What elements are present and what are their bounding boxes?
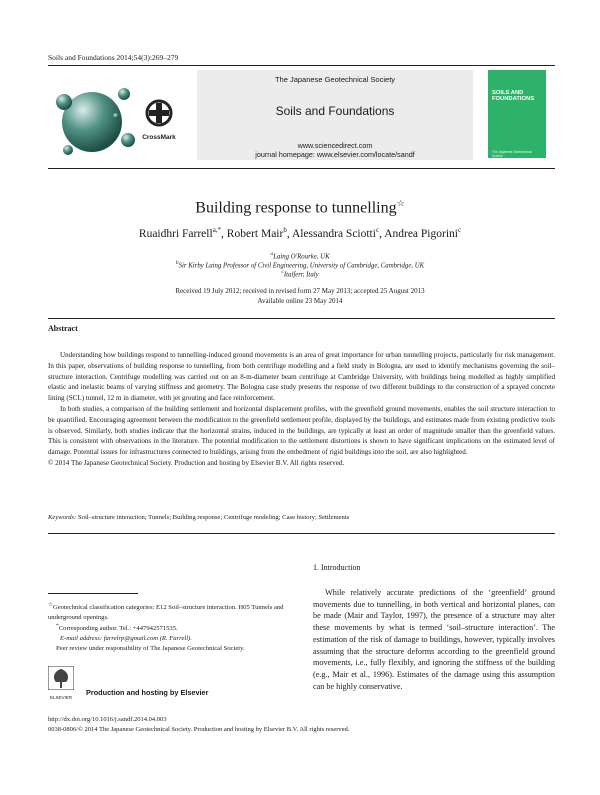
article-title	[0, 198, 600, 217]
footnote-peer-review: Peer review under responsibility of The Japanese Geotechnical Society.	[56, 644, 245, 652]
footnote-text: Corresponding author. Tel.: +447942571535.	[58, 625, 178, 633]
available-date: Available online 23 May 2014	[257, 297, 343, 305]
title-footnote-mark: ☆	[396, 198, 405, 208]
abstract-copyright: © 2014 The Japanese Geotechnical Society. Production and hosting by Elsevier B.V. All rights reserved.	[48, 458, 345, 467]
article-title-text: Building response to tunnelling	[195, 199, 397, 217]
footnote-mark: ☆	[48, 602, 53, 608]
received-dates: Received 19 July 2012; received in revised form 27 May 2013; accepted 25 August 2013	[175, 287, 425, 295]
abstract-paragraph: In both studies, a comparison of the building settlement and horizontal displacement profiles, with the greenfield ground movements, enables the soil structure interaction to be quantified. Encouraging agreement between the modification to the greenfield settlement profile, displayed by the buildings, and estimates made from existing predictive tools is observed. Similarly, both studies indicate that the horizontal strains, induced in the buildings, are typically at least an order of magnitude smaller than the greenfield values. This is consistent with observations in the literature. The potential modification to the settlement distortions is shown to have significant implications on the estimated level of damage. Potential issues for infrastructures connected to buildings, arising from the embedment of rigid buildings into the soil, are also highlighted.	[48, 404, 555, 457]
affiliation-text: Sir Kirby Laing Professor of Civil Engineering, University of Cambridge, Cambridge, UK	[178, 262, 425, 270]
footnote-text: Geotechnical classification categories: E12 Soil–structure interaction. H05 Tunnels and underground openings.	[48, 604, 284, 621]
affiliation-sup: a	[270, 251, 274, 257]
footnote-email[interactable]: E-mail address: farrelrp@gmail.com (R. Farrell).	[60, 635, 192, 643]
elsevier-logo	[48, 666, 74, 700]
footnote-classification	[48, 601, 298, 622]
author-sup: b	[283, 226, 287, 234]
affiliation	[0, 251, 600, 260]
production-hosting-text: Production and hosting by Elsevier	[86, 688, 209, 697]
keywords	[48, 514, 349, 521]
crossmark-label: CrossMark	[142, 134, 176, 141]
abstract-heading: Abstract	[48, 324, 78, 333]
abstract-paragraph: Understanding how buildings respond to tunnelling-induced ground movements is an area of great importance for urban tunnelling projects, particularly for risk management. In this paper, observations of building response to tunnelling, from both centrifuge modelling and a field study in Bologna, are used to identify mechanisms governing the soil–structure interaction. Centrifuge modelling was carried out on an 8-m-diameter beam centrifuge at Cambridge University, with buildings being modelled as highly simplified elastic and inelastic beams of varying stiffness and geometry. The Bologna case study presents the response of two different buildings to the construction of a sprayed concrete lining (SCL) tunnel, 12 m in diameter, with jet grouting and face reinforcement.	[48, 351, 555, 403]
author-sup: a,*	[212, 226, 222, 234]
affiliation	[0, 269, 600, 278]
affiliation-sup: c	[281, 269, 284, 275]
affiliation-text: Italferr, Italy	[283, 271, 319, 279]
society-name: The Japanese Geotechnical Society	[274, 75, 396, 84]
elsevier-label: ELSEVIER	[49, 695, 72, 700]
affiliation-sup: b	[175, 260, 179, 266]
keywords-text: Soil–structure interaction; Tunnels; Building response; Centrifuge modeling; Case history; Settlements	[77, 514, 350, 521]
author-sup: c	[375, 226, 380, 234]
author-sup: c	[457, 226, 462, 234]
author-name: Robert Mair	[226, 227, 284, 240]
abstract-body	[48, 350, 555, 469]
keywords-label: Keywords:	[48, 514, 77, 521]
journal-title: Soils and Foundations	[275, 104, 395, 118]
journal-header-box	[197, 70, 473, 160]
elsevier-tree-icon	[48, 666, 74, 690]
journal-homepage-link[interactable]: journal homepage: www.elsevier.com/locate/sandf	[255, 150, 415, 159]
footnotes	[48, 601, 298, 653]
affiliation	[0, 260, 600, 269]
journal-spheres-logo	[50, 82, 138, 162]
footnote-rule	[48, 593, 138, 594]
author-list: Ruaidhri Farrell$^{a,*}$, Robert Mair$^b$, Alessandra Sciotti$^c$, Andrea Pigorini$^c$	[138, 226, 462, 240]
crossmark-badge[interactable]	[142, 99, 176, 139]
author-name: Ruaidhri Farrell	[138, 227, 213, 240]
footer-copyright: 0038-0806/© 2014 The Japanese Geotechnical Society. Production and hosting by Elsevier B.V. All rights reserved.	[48, 726, 350, 733]
journal-cover-image	[488, 70, 546, 158]
header-rule	[48, 168, 555, 169]
keywords-rule	[48, 533, 555, 534]
author-name: Andrea Pigorini	[384, 227, 458, 240]
sciencedirect-link[interactable]: www.sciencedirect.com	[297, 141, 373, 150]
crossmark-icon	[142, 99, 176, 129]
top-rule	[48, 65, 555, 66]
section-heading-introduction: 1. Introduction	[313, 563, 361, 572]
footnote-corresponding	[48, 622, 298, 634]
introduction-body	[313, 587, 555, 692]
abstract-rule	[48, 318, 555, 319]
affiliation-text: Laing O'Rourke, UK	[273, 253, 330, 261]
footnote-mark: *	[56, 623, 59, 630]
journal-citation: Soils and Foundations 2014;54(3):269–279	[48, 53, 179, 62]
cover-society: The Japanese Geotechnical Society	[492, 150, 532, 158]
author-name: Alessandra Sciotti	[291, 227, 376, 240]
cover-title: SOILS AND FOUNDATIONS	[492, 90, 535, 103]
introduction-paragraph: While relatively accurate predictions of the ‘greenfield’ ground movements due to tunnelling, in both vertical and horizontal planes, can be made (Mair and Taylor, 1997), the presence of a structure may alter these movements by what is termed ‘soil–structure interaction’. The estimation of the risk of damage to buildings, however, typically involves assuming that the structure deforms according to the greenfield ground movements, i.e., fully flexibly, and ignoring the stiffness of the building (e.g., Mair et al., 1996). Estimates of the damage using this assumption can be highly conservative.	[313, 588, 555, 691]
doi-link[interactable]: http://dx.doi.org/10.1016/j.sandf.2014.04.003	[48, 716, 167, 723]
